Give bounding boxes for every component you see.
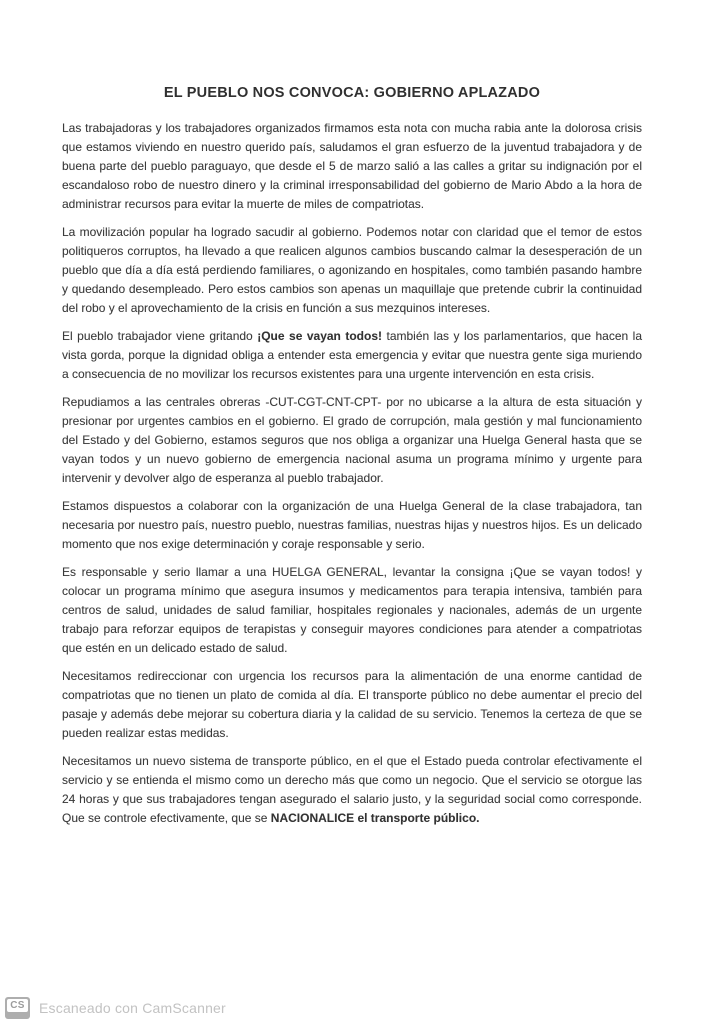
paragraph: Estamos dispuestos a colaborar con la organización de una Huelga General de la clase trabajadora, tan necesaria por nuestro país, nuestro pueblo, nuestras familias, nuestras hijas y nuestros hijos. Es un delicado momento que nos exige determinación y coraje responsable y serio.	[62, 499, 642, 551]
camscanner-cs-icon	[5, 997, 30, 1019]
camscanner-cs-icon-label: CS	[7, 999, 28, 1012]
paragraph: El pueblo trabajador viene gritando ¡Que se vayan todos! también las y los parlamentarios, que hacen la vista gorda, porque la dignidad obliga a entender esta emergencia y evitar que nuestra gente siga muriendo a consecuencia de no movilizar los recursos existentes para una urgente intervención en esta crisis.	[62, 329, 642, 381]
camscanner-watermark	[5, 997, 226, 1019]
document-content	[62, 84, 642, 837]
paragraph: Necesitamos redireccionar con urgencia los recursos para la alimentación de una enorme cantidad de compatriotas que no tienen un plato de comida al día. El transporte público no debe aumentar el precio del pasaje y además debe mejorar su cobertura diaria y la calidad de su servicio. Tenemos la certeza de que se pueden realizar estas medidas.	[62, 669, 642, 740]
paragraph: Repudiamos a las centrales obreras -CUT-CGT-CNT-CPT- por no ubicarse a la altura de esta situación y presionar por urgentes cambios en el gobierno. El grado de corrupción, mala gestión y mal funcionamiento del Estado y del Gobierno, estamos seguros que nos obliga a organizar una Huelga General hasta que se vayan todos y un nuevo gobierno de emergencia nacional asuma un programa mínimo y urgente para intervenir y devolver algo de esperanza al pueblo trabajador.	[62, 395, 642, 485]
paragraph: Es responsable y serio llamar a una HUELGA GENERAL, levantar la consigna ¡Que se vayan todos! y colocar un programa mínimo que asegura insumos y medicamentos para terapia intensiva, también para centros de salud, unidades de salud familiar, hospitales regionales y nacionales, además de un urgente trabajo para reforzar equipos de terapistas y conseguir mayores condiciones para atender a compatriotas que estén en un delicado estado de salud.	[62, 565, 642, 655]
paragraph: Necesitamos un nuevo sistema de transporte público, en el que el Estado pueda controlar efectivamente el servicio y se entienda el mismo como un derecho más que como un negocio. Que el servicio se otorgue las 24 horas y que sus trabajadores tengan asegurado el salario justo, y la seguridad social como corresponde. Que se controle efectivamente, que se NACIONALICE el transporte público.	[62, 754, 642, 825]
document-body	[62, 119, 642, 828]
paragraph: Las trabajadoras y los trabajadores organizados firmamos esta nota con mucha rabia ante la dolorosa crisis que estamos viviendo en nuestro querido país, saludamos el gran esfuerzo de la juventud trabajadora y de buena parte del pueblo paraguayo, que desde el 5 de marzo salió a las calles a gritar su indignación por el escandaloso robo de nuestro dinero y la criminal irresponsabilidad del gobierno de Mario Abdo a la hora de administrar recursos para evitar la muerte de miles de compatriotas.	[62, 121, 642, 211]
document-title: EL PUEBLO NOS CONVOCA: GOBIERNO APLAZADO	[163, 85, 541, 101]
camscanner-watermark-text: Escaneado con CamScanner	[39, 1000, 226, 1016]
paragraph: La movilización popular ha logrado sacudir al gobierno. Podemos notar con claridad que el temor de estos politiqueros corruptos, ha llevado a que realicen algunos cambios buscando calmar la desesperación de un pueblo que día a día está perdiendo familiares, o agonizando en hospitales, como también pasando hambre y quedando desempleado. Pero estos cambios son apenas un maquillaje que pretende cubrir la continuidad del robo y el aprovechamiento de la crisis en función a sus mezquinos intereses.	[62, 225, 642, 315]
